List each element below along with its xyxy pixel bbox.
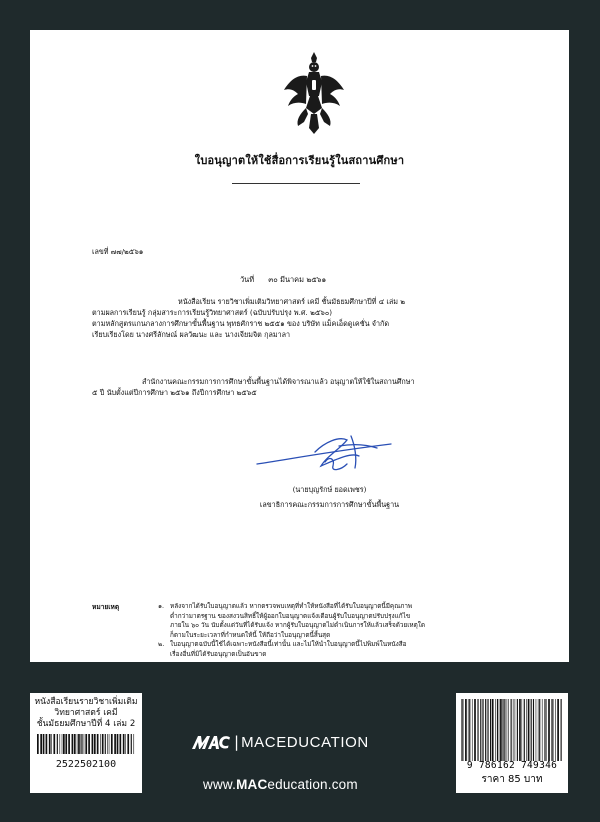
barcode-bar <box>131 734 132 754</box>
barcode-bar <box>77 734 78 754</box>
barcode-bar <box>37 734 39 754</box>
barcode-bar <box>81 734 82 754</box>
barcode-bar <box>511 699 512 761</box>
brand-separator: | <box>234 733 240 751</box>
barcode-bar <box>114 734 116 754</box>
website-suffix: education.com <box>267 777 358 792</box>
barcode-bar <box>557 699 559 761</box>
barcode-bar <box>497 699 498 761</box>
barcode-bar <box>474 699 476 761</box>
barcode-bar <box>555 699 556 761</box>
barcode-bar <box>502 699 503 761</box>
brand-name: MACEDUCATION <box>241 733 369 751</box>
website-url <box>203 777 403 792</box>
paragraph-line: เรียบเรียงโดย นางศรีลักษณ์ ผลวัฒนะ และ นางเจียมจิต กุลมาลา <box>92 330 291 340</box>
barcode-bar <box>78 734 80 754</box>
barcode-bar <box>125 734 126 754</box>
barcode-bar <box>62 734 63 754</box>
barcode-bar <box>538 699 539 761</box>
mac-logo-text: MAC <box>190 733 193 734</box>
barcode-bar <box>60 734 61 754</box>
barcode-bar <box>477 699 478 761</box>
barcode-bar <box>92 734 94 754</box>
barcode-bar <box>46 734 48 754</box>
barcode-bar <box>551 699 552 761</box>
publisher-brand <box>190 733 420 751</box>
note-line: เรื่องอื่นที่มิได้รับอนุญาตเป็นอันขาด <box>170 650 267 659</box>
website-bold: MAC <box>236 777 268 792</box>
barcode-bar <box>123 734 125 754</box>
barcode-bar <box>488 699 489 761</box>
note-item <box>158 602 488 640</box>
barcode-bar <box>548 699 550 761</box>
barcode-bar <box>469 699 470 761</box>
barcode-bar <box>490 699 491 761</box>
paragraph-line: ตามหลักสูตรแกนกลางการศึกษาขั้นพื้นฐาน พุทธศักราช ๒๕๕๑ ของ บริษัท แม็คเอ็ดดูเคชั่น จำกัด <box>92 319 390 329</box>
signer-title: เลขาธิการคณะกรรมการการศึกษาขั้นพื้นฐาน <box>259 500 400 509</box>
barcode-bar <box>57 734 58 754</box>
barcode-bar <box>495 699 496 761</box>
note-item <box>158 640 488 659</box>
barcode-bar <box>68 734 70 754</box>
handwritten-signature <box>255 422 395 482</box>
barcode-bar <box>43 734 45 754</box>
barcode-bar <box>127 734 129 754</box>
barcode-bar <box>500 699 502 761</box>
isbn-barcode <box>460 699 564 761</box>
barcode-bar <box>487 699 488 761</box>
book-label-line: วิทยาศาสตร์ เคมี <box>54 708 118 719</box>
barcode-bar <box>482 699 483 761</box>
barcode-bar <box>507 699 508 761</box>
barcode-bar <box>49 734 51 754</box>
barcode-bar <box>102 734 104 754</box>
barcode-bar <box>480 699 481 761</box>
barcode-bar <box>111 734 113 754</box>
book-description-paragraph <box>92 296 512 341</box>
barcode-bar <box>133 734 134 754</box>
website-prefix: www. <box>203 777 237 792</box>
book-label-line: หนังสือเรียนรายวิชาเพิ่มเติม <box>34 697 138 707</box>
barcode-bar <box>40 734 42 754</box>
barcode-bar <box>485 699 486 761</box>
garuda-emblem-icon <box>280 50 348 136</box>
barcode-bar <box>524 699 525 761</box>
barcode-bar <box>462 699 463 761</box>
isbn-digits: 9 786162 749346 <box>466 760 558 771</box>
signer-name: (นายบุญรักษ์ ยอดเพชร) <box>292 485 367 494</box>
barcode-bar <box>531 699 532 761</box>
paragraph-line: ตามผลการเรียนรู้ กลุ่มสาระการเรียนรู้วิทยาศาสตร์ (ฉบับปรับปรุง พ.ศ. ๒๕๖๐) <box>92 308 333 318</box>
barcode-bar <box>539 699 540 761</box>
barcode-bar <box>526 699 527 761</box>
barcode-bar <box>53 734 55 754</box>
barcode-bar <box>97 734 99 754</box>
barcode-bar <box>508 699 509 761</box>
paragraph-line: หนังสือเรียน รายวิชาเพิ่มเติมวิทยาศาสตร์ เคมี ชั้นมัธยมศึกษาปีที่ ๔ เล่ม ๒ <box>178 297 406 306</box>
notes-label: หมายเหตุ <box>92 603 120 611</box>
barcode-bar <box>120 734 122 754</box>
note-line: ก็ตามในระยะเวลาที่กำหนดให้นี้ ให้ถือว่าใบอนุญาตนี้สิ้นสุด <box>170 630 331 639</box>
book-code: 2522502100 <box>55 758 117 770</box>
barcode-bar <box>483 699 484 761</box>
price-label: ราคา 85 บาท <box>481 774 543 785</box>
note-line: ใบอนุญาตฉบับนี้ใช้ได้เฉพาะหนังสือนี้เท่านั้น และไม่ให้นำใบอนุญาตนี้ไปพิมพ์ในหนังสือ <box>170 640 407 649</box>
barcode-bar <box>94 734 96 754</box>
barcode-bar <box>528 699 530 761</box>
title-underline <box>232 183 360 184</box>
mac-logo-icon <box>190 733 232 751</box>
barcode-bar <box>65 734 67 754</box>
barcode-bar <box>513 699 514 761</box>
barcode-bar <box>561 699 562 761</box>
barcode-bar <box>117 734 119 754</box>
barcode-bar <box>519 699 521 761</box>
barcode-bar <box>85 734 87 754</box>
barcode-bar <box>461 699 462 761</box>
document-number: เลขที่ ๗๗/๒๕๖๑ <box>92 247 144 256</box>
barcode-bar <box>84 734 85 754</box>
barcode-bar <box>533 699 534 761</box>
barcode-bar <box>107 734 108 754</box>
barcode-bar <box>542 699 543 761</box>
note-line: หลังจากได้รับใบอนุญาตแล้ว หากตรวจพบเหตุที่ทำให้หนังสือที่ได้รับใบอนุญาตนี้มีคุณภาพ <box>170 602 413 610</box>
book-label-line: ชั้นมัธยมศึกษาปีที่ 4 เล่ม 2 <box>36 719 136 730</box>
document-title: ใบอนุญาตให้ใช้สื่อการเรียนรู้ในสถานศึกษา <box>194 154 405 167</box>
book-title-label <box>30 693 142 793</box>
barcode-bar <box>109 734 110 754</box>
barcode-bar <box>105 734 106 754</box>
barcode-bar <box>552 699 553 761</box>
barcode-bar <box>492 699 494 761</box>
barcode-bar <box>504 699 505 761</box>
barcode-bar <box>468 699 469 761</box>
approval-paragraph <box>92 376 512 398</box>
date-value: ๓๐ มีนาคม ๒๕๖๑ <box>268 275 327 284</box>
note-line: ภายใน ๖๐ วัน นับตั้งแต่วันที่ได้รับแจ้ง หากผู้รับใบอนุญาตไม่ดำเนินการให้แล้วเสร็จด้วยเหตุใด <box>170 621 426 630</box>
barcode-bar <box>544 699 545 761</box>
barcode-bar <box>51 734 52 754</box>
barcode-bar <box>536 699 537 761</box>
note-number: ๒. <box>158 640 165 649</box>
barcode-bar <box>74 734 76 754</box>
barcode-bar <box>100 734 101 754</box>
barcode-bar <box>472 699 473 761</box>
barcode-bar <box>515 699 516 761</box>
notes-list <box>158 602 488 660</box>
book-code-barcode <box>36 734 136 754</box>
barcode-bar <box>72 734 74 754</box>
license-document <box>30 30 569 662</box>
barcode-bar <box>522 699 523 761</box>
note-line: ต่ำกว่ามาตรฐาน ของสงวนสิทธิ์ให้ผู้ออกใบอนุญาตแจ้งเตือนผู้รับใบอนุญาตปรับปรุงแก้ไข <box>170 611 411 620</box>
barcode-bar <box>63 734 65 754</box>
barcode-bar <box>82 734 83 754</box>
barcode-bar <box>545 699 546 761</box>
barcode-bar <box>499 699 500 761</box>
barcode-bar <box>517 699 518 761</box>
date-label: วันที่ <box>240 275 255 284</box>
barcode-bar <box>88 734 90 754</box>
paragraph-line: สำนักงานคณะกรรมการการศึกษาขั้นพื้นฐานได้พิจารณาแล้ว อนุญาตให้ใช้ในสถานศึกษา <box>142 377 415 386</box>
isbn-label <box>456 693 568 793</box>
note-number: ๑. <box>158 602 165 610</box>
date-line <box>240 274 326 285</box>
barcode-bar <box>465 699 467 761</box>
paragraph-line: ๕ ปี นับตั้งแต่ปีการศึกษา ๒๕๖๑ ถึงปีการศึกษา ๒๕๖๕ <box>92 388 257 398</box>
